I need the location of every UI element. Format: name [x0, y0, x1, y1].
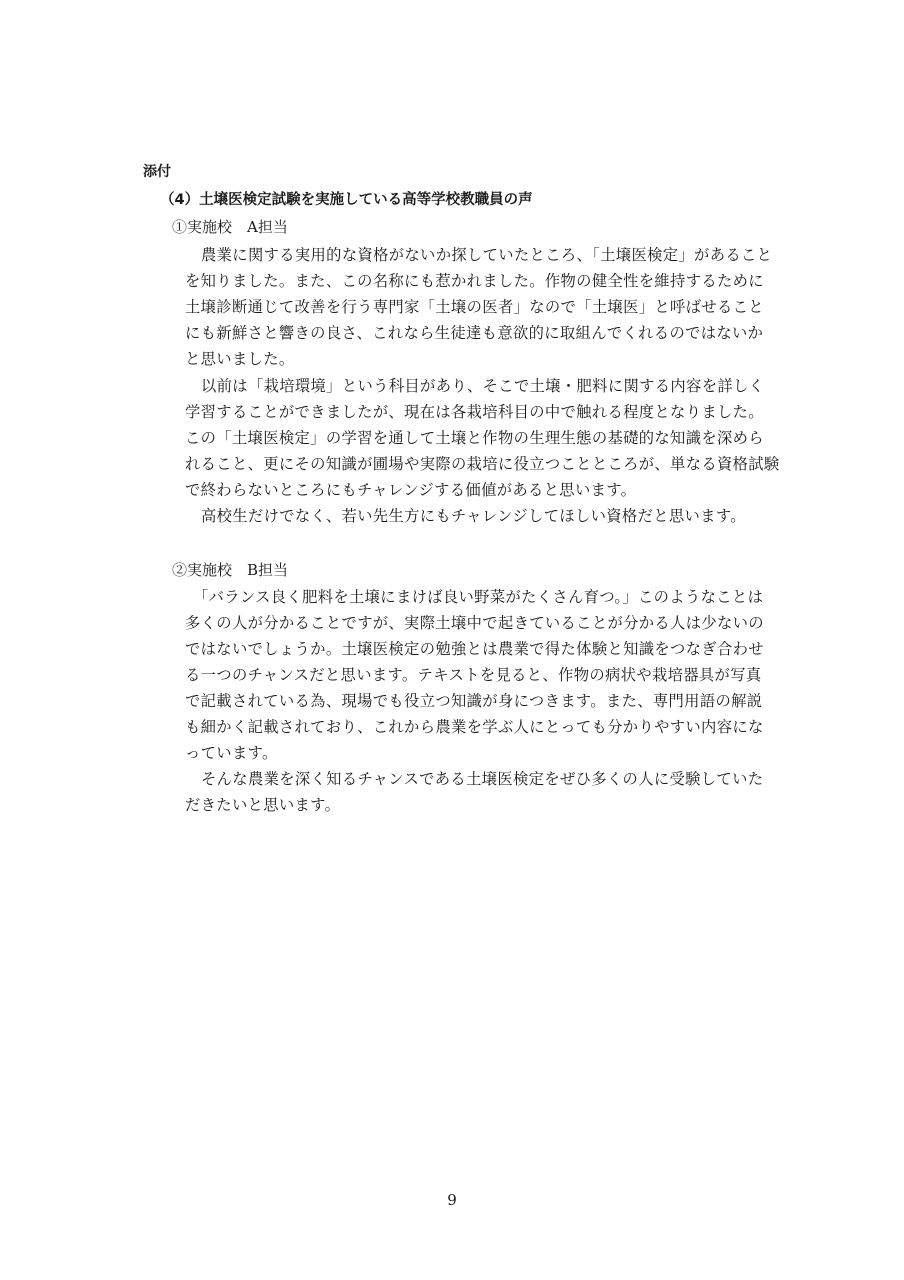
school-a-line: れること、更にその知識が圃場や実際の栽培に役立つことところが、単なる資格試験: [185, 455, 780, 473]
school-b-line: 多くの人が分かることですが、実際土壌中で起きていることが分かる人は少ないの: [185, 614, 764, 632]
school-b-line: で記載されている為、現場でも役立つ知識が身につきます。また、専門用語の解説: [185, 692, 763, 710]
school-a-line: 学習することができましたが、現在は各栽培科目の中で触れる程度となりました。: [185, 403, 764, 421]
school-b-line: だきたいと思います。: [185, 796, 341, 814]
school-b-line: っています。: [185, 744, 278, 762]
school-a-line: と思いました。: [185, 350, 295, 368]
school-a-line: で終わらないところにもチャレンジする価値があると思います。: [185, 481, 637, 499]
school-a-line: 高校生だけでなく、若い先生方にもチャレンジしてほしい資格だと思います。: [201, 507, 746, 525]
school-a-line: 農業に関する実用的な資格がないか探していたところ、「土壌医検定」があること: [201, 246, 773, 264]
school-a-line: を知りました。また、この名称にも惹かれました。作物の健全性を維持するために: [185, 272, 764, 290]
school-a-line: 以前は「栽培環境」という科目があり、そこで土壌・肥料に関する内容を詳しく: [201, 377, 765, 395]
school-b-line: そんな農業を深く知るチャンスである土壌医検定をぜひ多くの人に受験していた: [201, 770, 764, 788]
school-a-line: 土壌診断通じて改善を行う専門家「土壌の医者」なので「土壌医」と呼ばせること: [185, 298, 764, 316]
school-a-heading: ①実施校 A担当: [172, 218, 288, 236]
school-b-line: も細かく記載されており、これから農業を学ぶ人にとっても分かりやすい内容にな: [185, 718, 764, 736]
page-number: 9: [447, 1191, 457, 1209]
school-b-heading: ②実施校 B担当: [172, 561, 289, 579]
attachment-label: 添付: [143, 164, 171, 180]
school-a-line: にも新鮮さと響きの良さ、これなら生徒達も意欲的に取組んでくれるのではないか: [185, 324, 764, 342]
school-b-line: る一つのチャンスだと思います。テキストを見ると、作物の病状や栽培器具が写真: [185, 666, 762, 684]
school-a-line: この「土壌医検定」の学習を通して土壌と作物の生理生態の基礎的な知識を深めら: [185, 429, 764, 447]
section-title: （4）土壌医検定試験を実施している高等学校教職員の声: [160, 192, 533, 208]
school-b-line: ではないでしょうか。土壌医検定の勉強とは農業で得た体験と知識をつなぎ合わせ: [185, 640, 764, 658]
school-b-line: 「バランス良く肥料を土壌にまけば良い野菜がたくさん育つ。」このようなことは: [193, 588, 764, 606]
